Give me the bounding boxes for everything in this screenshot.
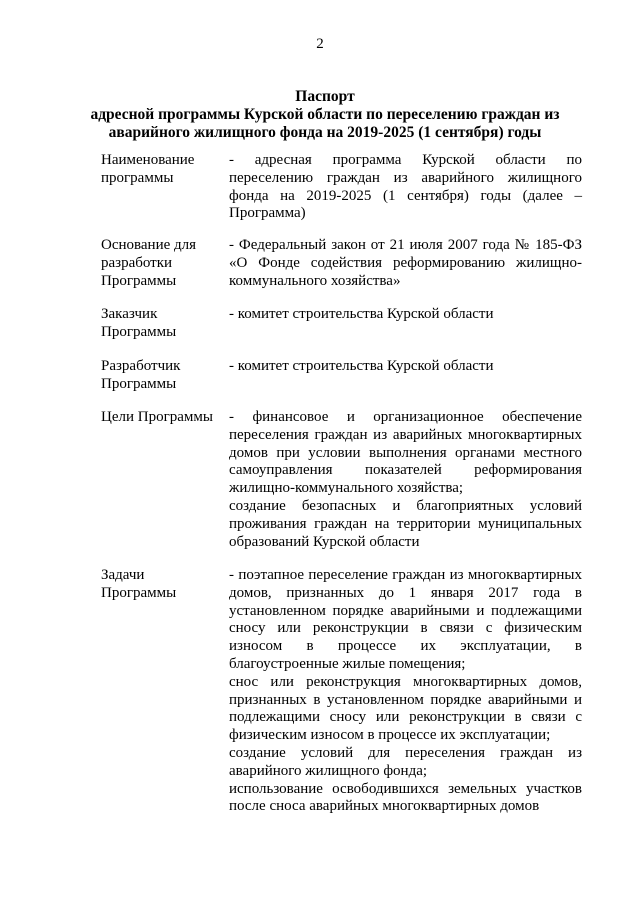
row-value xyxy=(229,152,582,223)
row-label: Основание для разработки Программы xyxy=(101,237,197,289)
row-label: Наименование программы xyxy=(101,152,195,186)
row-paragraph: - комитет строительства Курской области xyxy=(229,306,494,322)
document-title xyxy=(60,88,590,142)
row-label: Заказчик Программы xyxy=(101,306,177,340)
row-label: Цели Программы xyxy=(101,409,213,425)
row-value xyxy=(229,358,582,376)
row-value xyxy=(229,409,582,551)
row-paragraph: использование освободившихся земельных участков после сноса аварийных многоквартирных домов xyxy=(229,780,582,815)
row-value xyxy=(229,306,582,324)
row-value xyxy=(229,567,582,816)
row-paragraph: - адресная программа Курской области по переселению граждан из аварийного жилищного фонда на 2019-2025 (1 сентября) годы (далее – Программа) xyxy=(229,152,582,222)
page-number: 2 xyxy=(316,36,324,52)
row-paragraph: - финансовое и организационное обеспечение переселения граждан из аварийных многоквартирных домов при условии выполнения органами местного самоуправления показателей реформирования жилищно-коммунального хозяйства; xyxy=(229,409,582,497)
row-paragraph: создание условий для переселения граждан из аварийного жилищного фонда; xyxy=(229,744,582,779)
row-paragraph: снос или реконструкция многоквартирных домов, признанных в установленном порядке аварийными и подлежащими сносу или реконструкции в связи с физическим износом в процессе их эксплуатации; xyxy=(229,673,582,744)
row-paragraph: - комитет строительства Курской области xyxy=(229,358,494,374)
row-value xyxy=(229,237,582,290)
row-paragraph: - поэтапное переселение граждан из многоквартирных домов, признанных до 1 января 2017 года в установленном порядке аварийными и подлежащими сносу или реконструкции в связи с физическим износом в процессе их эксплуатации, в благоустроенные жилые помещения; xyxy=(229,567,582,672)
row-label: Разработчик Программы xyxy=(101,358,181,392)
row-paragraph: - Федеральный закон от 21 июля 2007 года № 185-ФЗ «О Фонде содействия реформированию жилищно-коммунального хозяйства» xyxy=(229,237,582,289)
title-line-1: Паспорт xyxy=(295,88,355,105)
title-line-3: аварийного жилищного фонда на 2019-2025 (1 сентября) годы xyxy=(108,124,542,141)
title-line-2: адресной программы Курской области по переселению граждан из xyxy=(90,106,560,123)
row-paragraph: создание безопасных и благоприятных условий проживания граждан на территории муниципальных образований Курской области xyxy=(229,497,582,550)
row-label: Задачи Программы xyxy=(101,567,177,601)
